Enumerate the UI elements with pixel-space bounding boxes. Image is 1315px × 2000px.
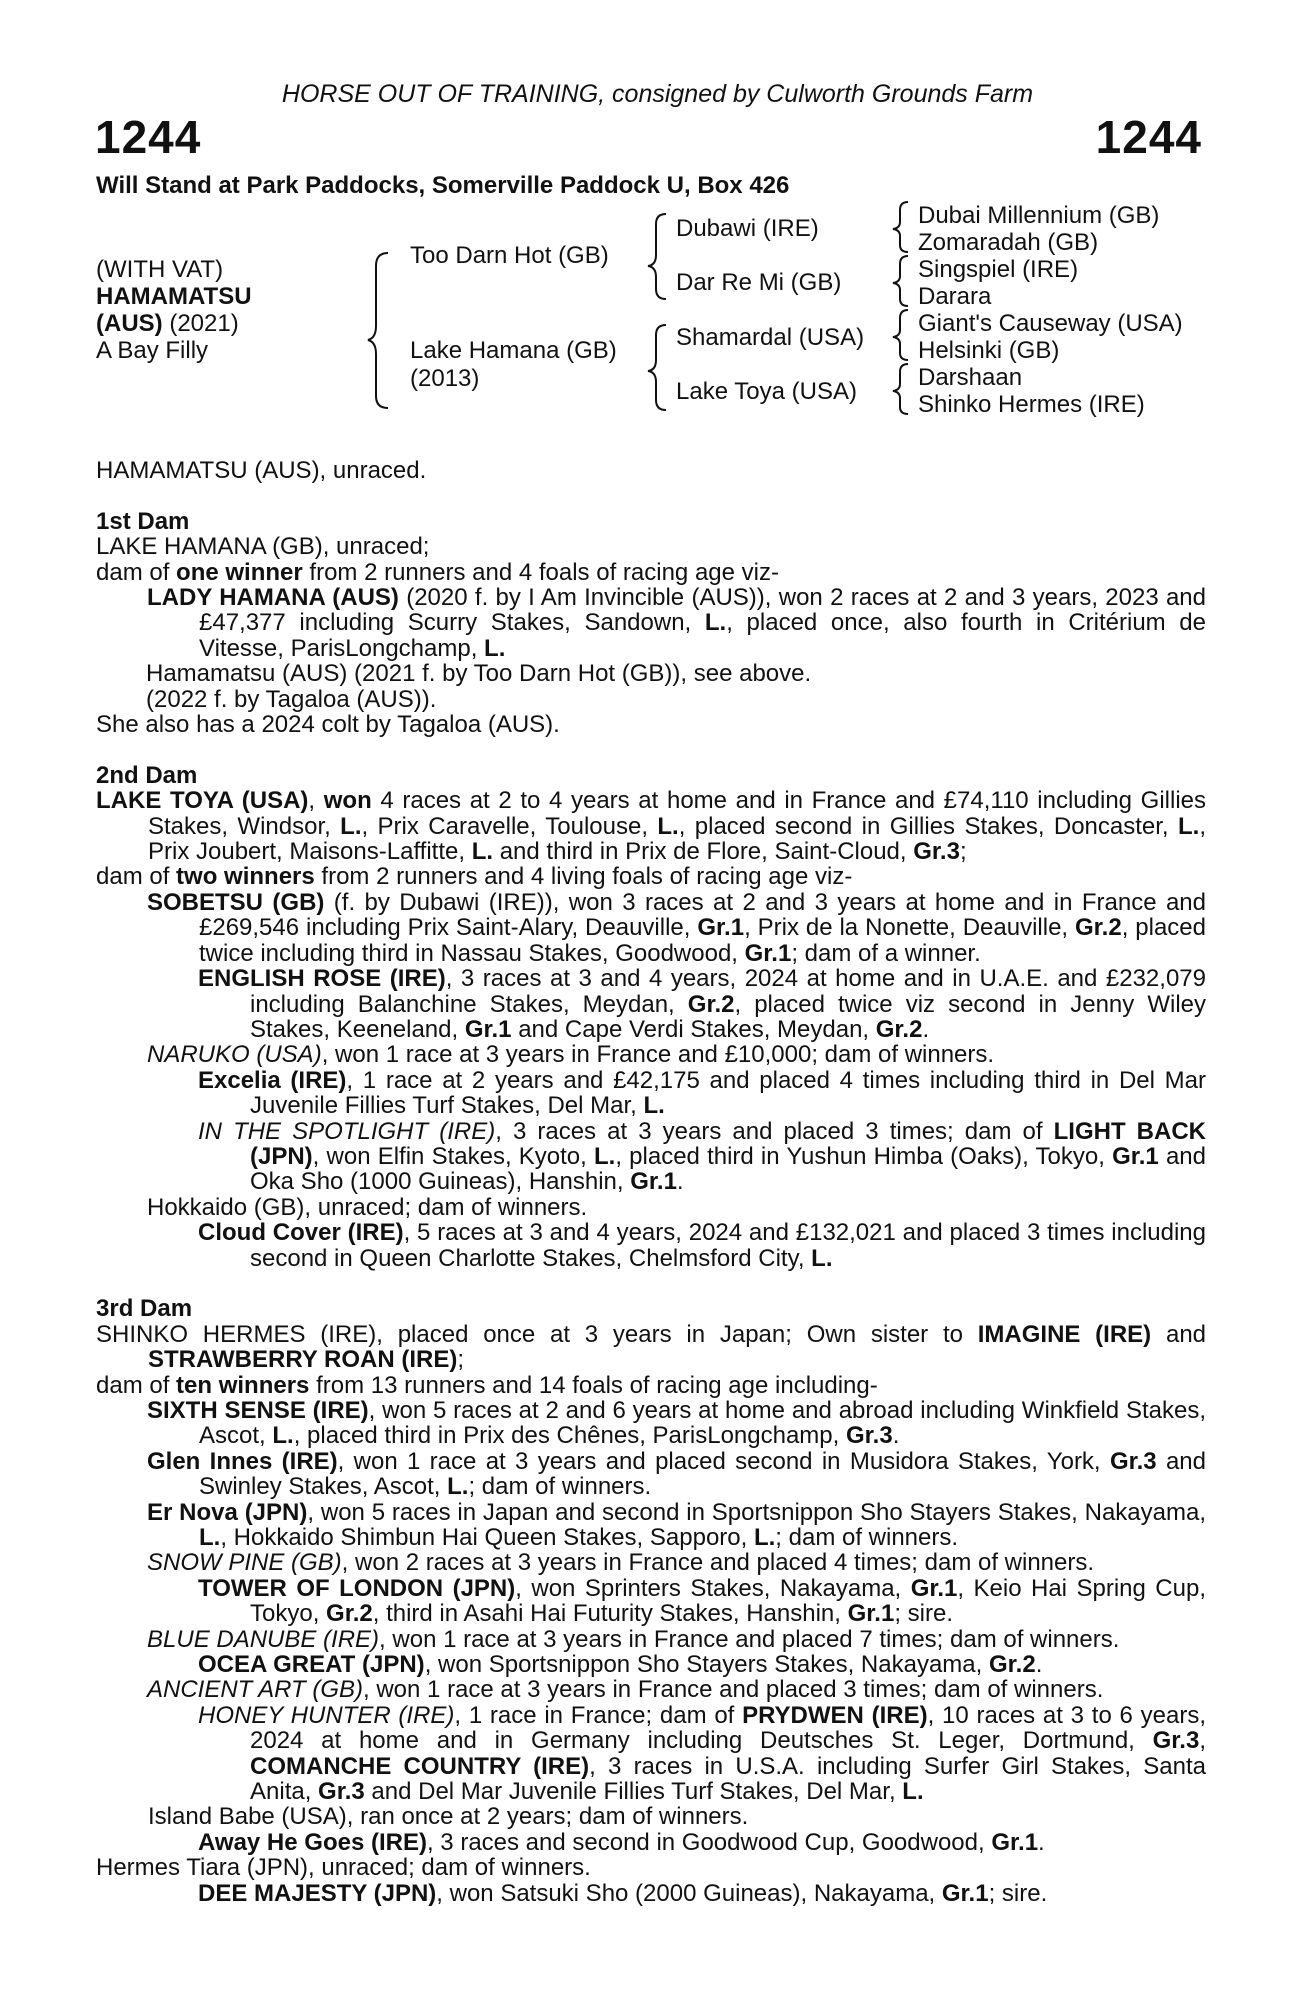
produce-lady-hamana: LADY HAMANA (AUS) (2020 f. by I Am Invincible (AUS)), won 2 races at 2 and 3 years, 2023 and £47,377 including Scurry Stakes, Sandown, L., placed once, also fourth in Critérium de Vitesse, ParisLongchamp, L. xyxy=(147,584,1207,662)
consignment-line: HORSE OUT OF TRAINING, consigned by Culworth Grounds Farm xyxy=(281,80,1034,108)
pedigree-sire-dam: Dar Re Mi (GB) xyxy=(676,269,842,296)
first-dam-line: LAKE HAMANA (GB), unraced; xyxy=(96,533,430,561)
pedigree-sire: Too Darn Hot (GB) xyxy=(410,242,609,269)
pedigree-sire-sire: Dubawi (IRE) xyxy=(676,215,819,242)
pedigree-dam-year: (2013) xyxy=(410,365,480,392)
third-dam-produce-summary: dam of ten winners from 13 runners and 14 foals of racing age including- xyxy=(96,1371,878,1399)
horse-year: (2021) xyxy=(162,310,239,337)
produce-island-babe: Island Babe (USA), ran once at 2 years; dam of winners. xyxy=(148,1803,749,1831)
produce-glen-innes: Glen Innes (IRE), won 1 race at 3 years and placed second in Musidora Stakes, York, Gr.3 and Swinley Stakes, Ascot, L.; dam of winners. xyxy=(147,1447,1207,1501)
produce-dee-majesty: DEE MAJESTY (JPN), won Satsuki Sho (2000 Guineas), Nakayama, Gr.1; sire. xyxy=(198,1879,1048,1907)
produce-ocea-great: OCEA GREAT (JPN), won Sportsnippon Sho Stayers Stakes, Nakayama, Gr.2. xyxy=(198,1651,1043,1679)
horse-origin: (AUS) xyxy=(96,310,163,337)
produce-sixth-sense: SIXTH SENSE (IRE), won 5 races at 2 and 6 years at home and abroad including Winkfield Stakes, Ascot, L., placed third in Prix des Chênes, ParisLongchamp, Gr.3. xyxy=(147,1396,1206,1450)
produce-english-rose: ENGLISH ROSE (IRE), 3 races at 3 and 4 years, 2024 at home and in U.A.E. and £232,079 including Balanchine Stakes, Meydan, Gr.2, placed twice viz second in Jenny Wiley Stakes, Keeneland, Gr.1 and Cape Verdi Stakes, Meydan, Gr.2. xyxy=(198,965,1206,1043)
produce-excelia: Excelia (IRE), 1 race at 2 years and £42,175 and placed 4 times including third in Del Mar Juvenile Fillies Turf Stakes, Del Mar, L. xyxy=(198,1066,1206,1120)
produce-2022: (2022 f. by Tagaloa (AUS)). xyxy=(146,685,437,713)
produce-sobetsu: SOBETSU (GB) (f. by Dubawi (IRE)), won 3 races at 2 and 3 years at home and in France and £269,546 including Prix Saint-Alary, Deauville, Gr.1, Prix de la Nonette, Deauville, Gr.2, placed twice including third in Nassau Stakes, Goodwood, Gr.1; dam of a winner. xyxy=(147,888,1207,967)
produce-hokkaido: Hokkaido (GB), unraced; dam of winners. xyxy=(147,1193,588,1221)
produce-naruko: NARUKO (USA), won 1 race at 3 years in France and £10,000; dam of winners. xyxy=(147,1041,995,1069)
first-dam-produce-summary: dam of one winner from 2 runners and 4 foals of racing age viz- xyxy=(96,558,779,586)
produce-ancient-art: ANCIENT ART (GB), won 1 race at 3 years in France and placed 3 times; dam of winners. xyxy=(147,1676,1104,1704)
third-dam-heading: 3rd Dam xyxy=(96,1295,193,1323)
second-dam-produce-summary: dam of two winners from 2 runners and 4 living foals of racing age viz- xyxy=(96,863,853,891)
pedigree-ggs-8: Shinko Hermes (IRE) xyxy=(918,391,1145,418)
produce-snow-pine: SNOW PINE (GB), won 2 races at 3 years in France and placed 4 times; dam of winners. xyxy=(147,1549,1095,1577)
vat-note: (WITH VAT) xyxy=(96,256,224,283)
pedigree-dam-sire: Shamardal (USA) xyxy=(676,324,865,351)
lot-number-right: 1244 xyxy=(1095,111,1202,163)
pedigree-ggs-7: Darshaan xyxy=(918,364,1023,391)
pedigree-ggs-2: Zomaradah (GB) xyxy=(918,229,1099,256)
second-dam-heading: 2nd Dam xyxy=(96,761,198,789)
pedigree-ggs-6: Helsinki (GB) xyxy=(918,337,1060,364)
produce-hermes-tiara: Hermes Tiara (JPN), unraced; dam of winners. xyxy=(96,1854,591,1882)
pedigree-ggs-4: Darara xyxy=(918,283,992,310)
catalogue-body xyxy=(96,458,1206,1906)
produce-cloud-cover: Cloud Cover (IRE), 5 races at 3 and 4 years, 2024 and £132,021 and placed 3 times including second in Queen Charlotte Stakes, Chelmsford City, L. xyxy=(198,1219,1206,1272)
first-dam-heading: 1st Dam xyxy=(96,507,190,535)
produce-hamamatsu: Hamamatsu (AUS) (2021 f. by Too Darn Hot (GB)), see above. xyxy=(146,660,812,688)
lot-number-left: 1244 xyxy=(95,111,202,163)
pedigree-ggs-5: Giant's Causeway (USA) xyxy=(918,310,1183,337)
second-dam-lake-toya: LAKE TOYA (USA), won 4 races at 2 to 4 years at home and in France and £74,110 including Gillies Stakes, Windsor, L., Prix Caravelle, Toulouse, L., placed second in Gillies Stakes, Doncaster, L., Prix Joubert, Maisons-Laffitte, L. and third in Prix de Flore, Saint-Cloud, Gr.3; xyxy=(96,787,1206,866)
produce-2024: She also has a 2024 colt by Tagaloa (AUS). xyxy=(96,711,560,739)
produce-blue-danube: BLUE DANUBE (IRE), won 1 race at 3 years in France and placed 7 times; dam of winners. xyxy=(147,1625,1120,1653)
pedigree-ggs-3: Singspiel (IRE) xyxy=(918,256,1079,283)
third-dam-shinko-hermes: SHINKO HERMES (IRE), placed once at 3 years in Japan; Own sister to IMAGINE (IRE) and STRAWBERRY ROAN (IRE); xyxy=(96,1320,1207,1374)
stand-location: Will Stand at Park Paddocks, Somerville Paddock U, Box 426 xyxy=(96,172,790,199)
produce-er-nova: Er Nova (JPN), won 5 races in Japan and second in Sportsnippon Sho Stayers Stakes, Nakayama, L., Hokkaido Shimbun Hai Queen Stakes, Sapporo, L.; dam of winners. xyxy=(147,1498,1206,1552)
pedigree-dam-dam: Lake Toya (USA) xyxy=(676,378,857,405)
produce-tower-of-london: TOWER OF LONDON (JPN), won Sprinters Stakes, Nakayama, Gr.1, Keio Hai Spring Cup, Tokyo, Gr.2, third in Asahi Hai Futurity Stakes, Hanshin, Gr.1; sire. xyxy=(198,1574,1206,1628)
pedigree-ggs-1: Dubai Millennium (GB) xyxy=(918,202,1160,229)
pedigree-dam: Lake Hamana (GB) xyxy=(410,337,617,364)
produce-in-the-spotlight: IN THE SPOTLIGHT (IRE), 3 races at 3 years and placed 3 times; dam of LIGHT BACK (JPN), won Elfin Stakes, Kyoto, L., placed third in Yushun Himba (Oaks), Tokyo, Gr.1 and Oka Sho (1000 Guineas), Hanshin, Gr.1. xyxy=(198,1117,1207,1196)
summary-line: HAMAMATSU (AUS), unraced. xyxy=(96,457,427,484)
horse-name: HAMAMATSU xyxy=(96,283,252,310)
produce-away-he-goes: Away He Goes (IRE), 3 races and second in Goodwood Cup, Goodwood, Gr.1. xyxy=(198,1828,1045,1856)
produce-honey-hunter: HONEY HUNTER (IRE), 1 race in France; dam of PRYDWEN (IRE), 10 races at 3 to 6 years, 2024 at home and in Germany including Deutsches St. Leger, Dortmund, Gr.3, COMANCHE COUNTRY (IRE), 3 races in U.S.A. including Surfer Girl Stakes, Santa Anita, Gr.3 and Del Mar Juvenile Fillies Turf Stakes, Del Mar, L. xyxy=(198,1701,1207,1806)
horse-description: A Bay Filly xyxy=(96,337,209,364)
